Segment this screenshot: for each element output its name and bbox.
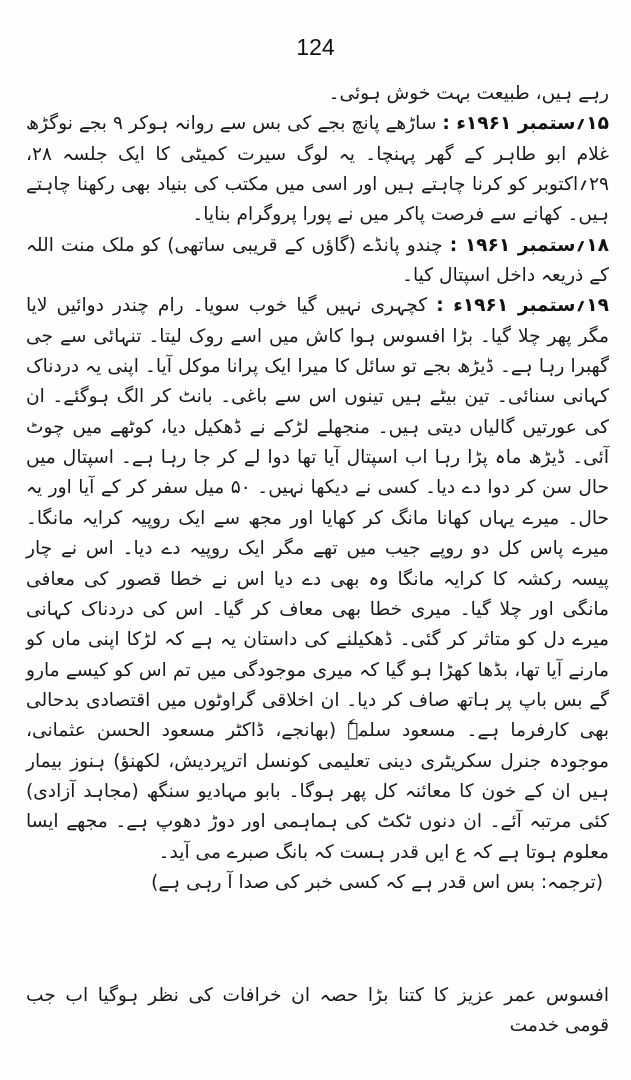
page-body-text	[26, 79, 609, 898]
translation-note	[26, 868, 609, 898]
diary-entry	[26, 231, 609, 292]
entry-text: کچہری نہیں گیا خوب سویا۔ رام چندر دوائیں لایا مگر پھر چلا گیا۔ بڑا افسوس ہوا کاش میں اسے روک لیتا۔ تنہائی سے جی گھبرا رہا ہے۔ ڈیڑھ بجے تو سائل کا میرا ایک پرانا موکل آیا۔ اپنی یہ دردناک کہانی سنائی۔ تین بیٹے ہیں تینوں اس سے باغی۔ بانٹ کر الگ ہوگئے۔ ان کی عورتیں گالیاں دیتی ہیں۔ منجھلے لڑکے نے ڈھکیل دیا، کوٹھے میں چوٹ آئی۔ ڈیڑھ ماہ پڑا رہا اب اسپتال آیا تھا دوا لے کر جا رہا ہے۔ اسپتال میں حال سن کر دوا دے دیا۔ کسی نے دیکھا نہیں۔ ۵۰ میل سفر کر کے آیا اور یہ حال۔ میرے یہاں کھانا مانگ کر کھایا اور مجھ سے ایک روپیہ کرایہ مانگا۔ میرے پاس کل دو روپے جیب میں تھے مگر ایک روپیہ دے دیا۔ اس نے چار پیسہ رکشہ کا کرایہ مانگا وہ بھی دے دیا اس نے خطا قصور کی معافی مانگی اور چلا گیا۔ میری خطا بھی معاف کر گیا۔ اس کی دردناک کہانی میرے دل کو متاثر کر گئی۔ ڈھکیلنے کی داستان یہ ہے کہ لڑکا اپنی ماں کو مارنے آیا تھا، بڈھا کھڑا ہو گیا کہ میری موجودگی میں تم اس کو کیسے مارو گے بس باپ پر ہاتھ صاف کر دیا۔ ان اخلاقی گراوٹوں میں اقتصادی بدحالی بھی کارفرما ہے۔ مسعود سلمہٗ (بھانجے، ڈاکٹر مسعود الحسن عثمانی، موجودہ جنرل سکریٹری دینی تعلیمی کونسل اترپردیش، لکھنؤ) ہنوز بیمار ہیں ان کے خون کا معائنہ کل پھر ہوگا۔ بابو مہادیو سنگھ (مجاہد آزادی) کئی مرتبہ آئے۔ ان دنوں ٹکٹ کی ہماہمی اور دوڑ دھوپ ہے۔ مجھے ایسا معلوم ہوتا ہے کہ ع ایں قدر ہست کہ بانگ صبرے می آید۔	[26, 295, 610, 863]
paragraph	[26, 79, 609, 109]
diary-entry	[26, 291, 609, 868]
entry-date: ۱۹؍ستمبر ۱۹۶۱ء :	[436, 295, 609, 317]
entry-text: ساڑھے پانچ بجے کی بس سے روانہ ہوکر ۹ بجے نوگڑھ غلام ابو طاہر کے گھر پہنچا۔ یہ لوگ سیرت کمیٹی کا ایک جلسہ ۲۸، ۲۹؍اکتوبر کو کرنا چاہتے ہیں اور اسی میں مکتب کی بنیاد بھی رکھنا چاہتے ہیں۔ کھانے سے فرصت پاکر میں نے پورا پروگرام بنایا۔	[26, 113, 609, 226]
diary-entry	[26, 109, 609, 230]
page-number: 124	[296, 34, 335, 60]
entry-text: چندو پانڈے (گاؤں کے قریبی ساتھی) کو ملک منت اللہ کے ذریعہ داخل اسپتال کیا۔	[26, 234, 609, 287]
translation-text: (ترجمہ: بس اس قدر ہے کہ کسی خبر کی صدا آ رہی ہے)	[151, 871, 603, 893]
entry-date: ۱۸؍ستمبر ۱۹۶۱ :	[449, 234, 609, 256]
continuation-line: افسوس عمر عزیز کا کتنا بڑا حصہ ان خرافات کی نظر ہوگیا اب جب قومی خدمت	[26, 985, 609, 1036]
entry-date: ۱۵؍ستمبر ۱۹۶۱ء :	[442, 113, 609, 135]
paragraph-text: رہے ہیں، طبیعت بہت خوش ہوئی۔	[328, 83, 609, 104]
